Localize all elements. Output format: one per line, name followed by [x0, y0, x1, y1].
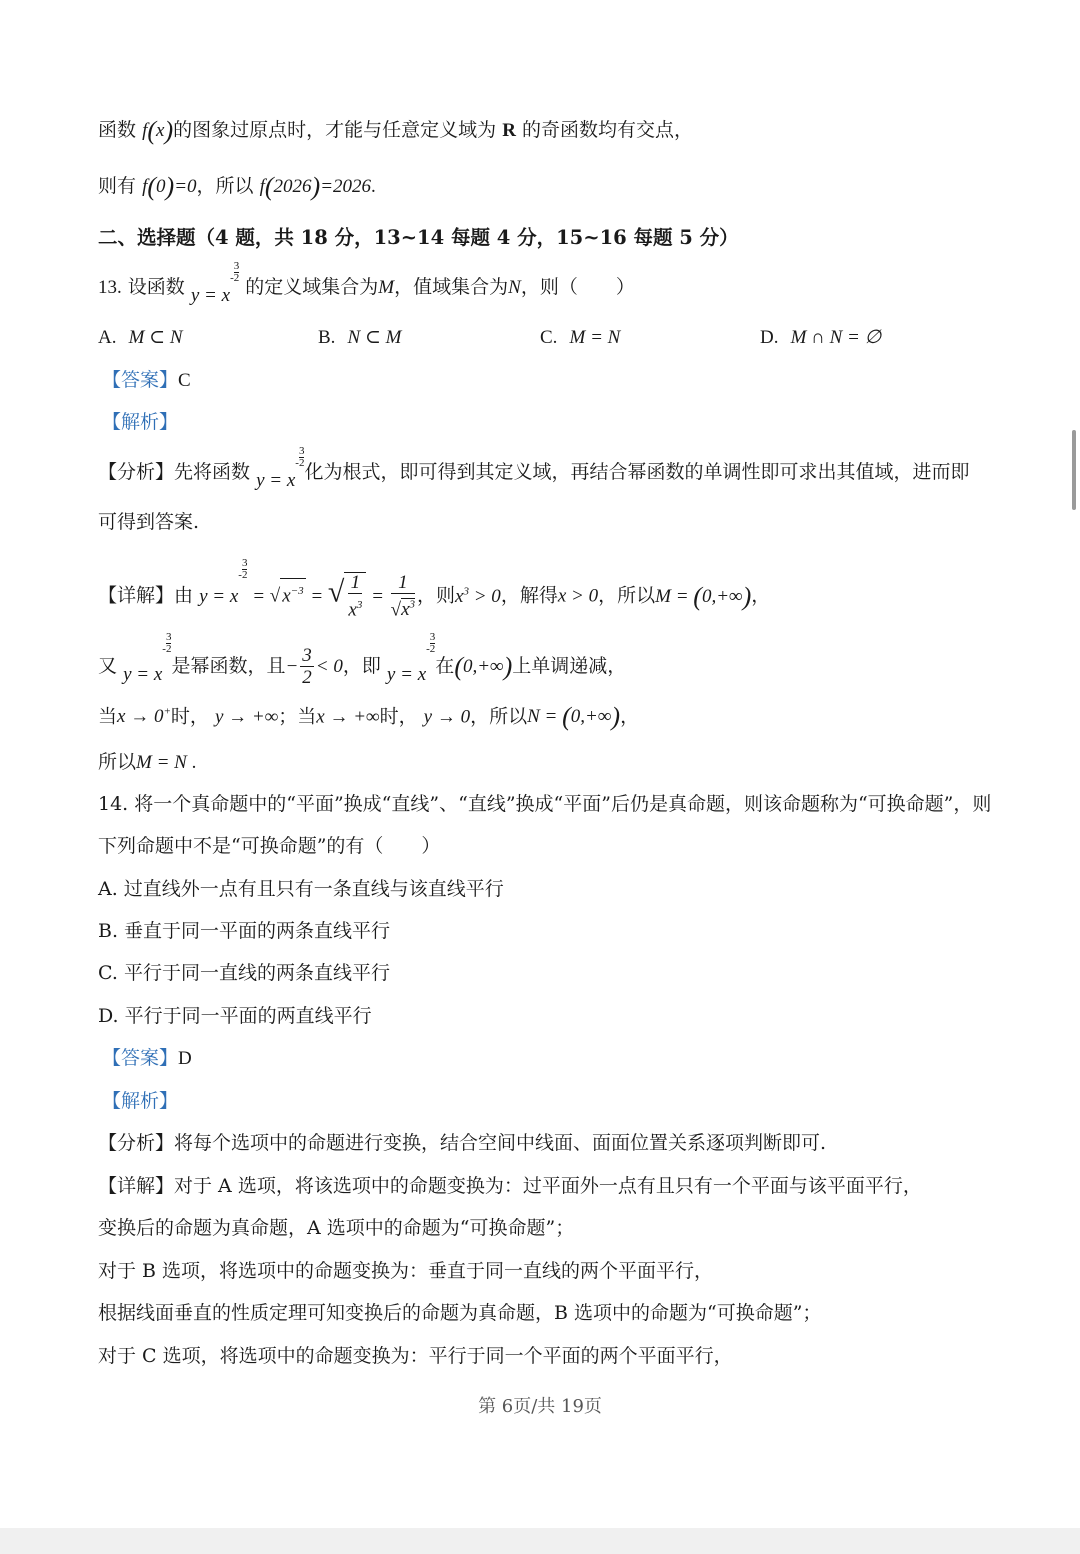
text-line: 对于 C 选项，将选项中的命题变换为：平行于同一个平面的两个平面平行，	[98, 1345, 733, 1367]
text: ，值域集合为	[394, 276, 509, 298]
text: 所以	[98, 751, 137, 773]
option-c: C. M = N	[540, 327, 621, 348]
text: ，所以	[598, 584, 656, 607]
text: R	[502, 120, 516, 141]
text: 由	[174, 584, 194, 607]
text: 的图象过原点时，才能与任意定义域为	[173, 119, 497, 141]
text: 上单调递减，	[512, 654, 627, 677]
text: ，所以	[470, 705, 528, 728]
section-title: 二、选择题（4 题，共 18 分，13~14 每题 4 分，15~16 每题 5 分）	[98, 226, 739, 249]
text: 函数	[98, 119, 137, 141]
answer-line	[102, 368, 191, 393]
text: ，所以	[196, 175, 254, 197]
math-expr: $x^3 > 0$	[455, 585, 501, 607]
label: 【分析】	[98, 461, 175, 483]
text-line	[98, 631, 627, 689]
math-expr: y = x- $\frac{3}{2}$	[256, 445, 305, 491]
label: 【详解】	[98, 584, 175, 607]
text: 当	[98, 705, 118, 728]
text: 化为根式，即可得到其定义域，再结合幂函数的单调性即可求出其值域，进而即	[304, 461, 970, 483]
page-footer: 第 6页/共 19页	[478, 1396, 602, 1417]
text-line: 根据线面垂直的性质定理可知变换后的命题为真命题，B 选项中的命题为“可换命题”；	[98, 1302, 822, 1324]
answer-value: C	[178, 370, 191, 391]
text: 对于 A 选项，将该选项中的命题变换为：过平面外一点有且只有一个平面与该平面平行，	[174, 1175, 922, 1197]
text: ，即	[342, 654, 381, 677]
math-expr: f(0)=0	[142, 172, 197, 201]
text: 的定义域集合为	[245, 276, 379, 298]
math-expr: x > 0	[557, 585, 599, 607]
question-number: 13.	[98, 277, 122, 298]
analysis-label: 【解析】	[102, 1090, 179, 1112]
text-line: 下列命题中不是“可换命题”的有（ ）	[98, 835, 441, 857]
text-line: 【详解】由 y = x- $\frac{3}{2}$ = √ $x^{-3}$ = √ $\frac{1}{x^3}$ = $\frac{1}{√x^3}$ ，则$x^3 > 0$，解得x > 0，所以M = (0,+∞)，	[98, 557, 771, 621]
math-expr: f(x)	[142, 116, 174, 145]
text: 时，	[379, 705, 418, 728]
question-13	[98, 260, 635, 306]
text-line: 当x → 0+时， y → +∞；当x → +∞时， y → 0，所以N = (0,+∞)，	[98, 702, 640, 732]
question-14: 14. 将一个真命题中的“平面”换成“直线”、“直线”换成“平面”后仍是真命题，则该命题称为“可换命题”，则	[98, 793, 992, 815]
text: 则有	[98, 175, 137, 197]
text-line: 对于 B 选项，将选项中的命题变换为：垂直于同一直线的两个平面平行，	[98, 1260, 714, 1282]
option-d: D. M ∩ N = ∅	[760, 327, 882, 348]
math-expr: y = x- $\frac{3}{2}$	[386, 631, 436, 685]
label: 【详解】	[98, 1175, 175, 1197]
text-line: 则有 f(0)=0，所以 f(2026)=2026.	[98, 172, 376, 201]
math-expr: M = (0,+∞)	[655, 581, 752, 611]
text: 设函数	[127, 276, 185, 298]
option-d: D. 平行于同一平面的两直线平行	[98, 1005, 372, 1027]
text-line	[98, 1131, 826, 1155]
text-line: 可得到答案.	[98, 511, 200, 533]
text: 先将函数	[174, 461, 251, 483]
text: 又	[98, 654, 118, 677]
math-expr: y = x- $\frac{3}{2}$	[123, 631, 172, 685]
text: 将每个选项中的命题进行变换，结合空间中线面、面面位置关系逐项判断即可.	[174, 1132, 827, 1154]
text: ，则	[417, 584, 456, 607]
text-line	[98, 1174, 922, 1198]
label: 【分析】	[98, 1132, 175, 1154]
scrollbar[interactable]	[1072, 430, 1076, 510]
option-c: C. 平行于同一直线的两条直线平行	[98, 962, 390, 984]
text: 的奇函数均有交点，	[521, 119, 693, 141]
text-line: 变换后的命题为真命题，A 选项中的命题为“可换命题”；	[98, 1217, 575, 1239]
text: 是幂函数，且	[171, 654, 286, 677]
text: 时，	[170, 705, 209, 728]
answer-label: 【答案】	[102, 1047, 179, 1069]
math-expr: N	[508, 277, 521, 298]
analysis-label: 【解析】	[102, 411, 179, 433]
math-expr: M	[378, 277, 395, 298]
option-b: B. 垂直于同一平面的两条直线平行	[98, 920, 391, 942]
answer-label: 【答案】	[102, 369, 179, 391]
answer-value: D	[178, 1048, 192, 1069]
text: ，解得	[500, 584, 558, 607]
text: 在	[435, 654, 455, 677]
math-expr: y = x- $\frac{3}{2}$ = √ $x^{-3}$ = √ $\frac{1}{x^3}$ = $\frac{1}{√x^3}$	[199, 557, 416, 621]
math-expr: f(2026)=2026	[259, 172, 372, 201]
option-b: B. N ⊂ M	[318, 327, 402, 348]
option-a: A. 过直线外一点有且只有一条直线与该直线平行	[98, 878, 504, 900]
math-expr: y = x- $\frac{3}{2}$	[190, 260, 240, 306]
text-line	[98, 118, 693, 143]
answer-line	[102, 1046, 192, 1071]
text: ；当	[278, 705, 317, 728]
text: ，则（ ）	[520, 276, 635, 298]
math-expr: − $\frac{3}{2}$ < 0	[285, 645, 343, 688]
option-a: A. M ⊂ N	[98, 327, 183, 348]
text-line	[98, 445, 970, 491]
math-expr: (0,+∞)	[454, 651, 513, 681]
text-line: 所以M = N .	[98, 751, 197, 773]
